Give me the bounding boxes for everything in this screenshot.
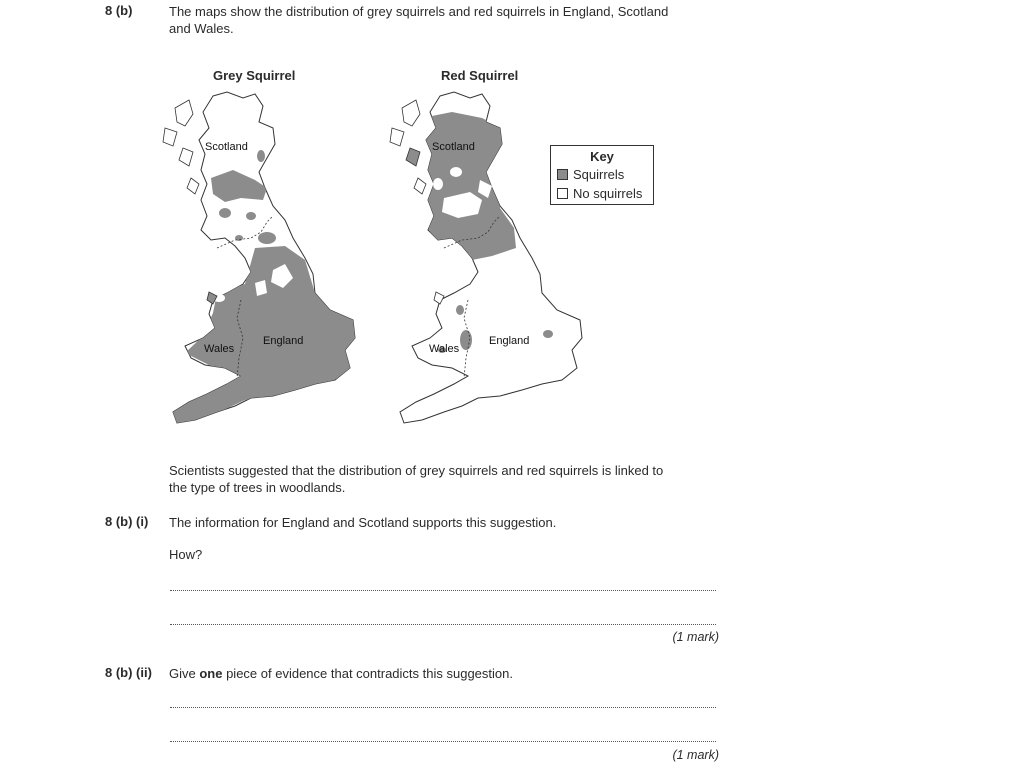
key-row-squirrels <box>557 167 624 182</box>
key-title: Key <box>590 149 614 164</box>
intro-line-2: and Wales. <box>169 21 234 36</box>
question-8bi-text: The information for England and Scotland supports this suggestion. <box>169 515 557 530</box>
key-label-squirrels: Squirrels <box>573 167 625 182</box>
red-squirrel-title: Red Squirrel <box>441 68 519 83</box>
question-8bii-text <box>169 665 719 682</box>
answer-line-8bi-1[interactable] <box>170 590 716 591</box>
scientists-line-2: the type of trees in woodlands. <box>169 480 346 495</box>
question-8bii-text-after: piece of evidence that contradicts this suggestion. <box>222 666 513 681</box>
mark-8bi: (1 mark) <box>672 630 719 644</box>
grey-map-label-scotland: Scotland <box>205 141 248 153</box>
answer-line-8bii-1[interactable] <box>170 707 716 708</box>
question-8bii-text-before: Give <box>169 666 200 681</box>
red-map-label-england: England <box>489 335 530 347</box>
key-row-no-squirrels <box>557 186 642 201</box>
no-squirrels-swatch <box>557 188 568 199</box>
scientists-line-1: Scientists suggested that the distribution of grey squirrels and red squirrels is linked to <box>169 463 664 478</box>
red-map-label-scotland: Scotland <box>432 141 475 153</box>
squirrels-swatch <box>557 169 568 180</box>
key-label-no-squirrels: No squirrels <box>573 186 643 201</box>
red-squirrel-map <box>382 88 592 428</box>
red-map-label-wales: Wales <box>429 343 460 355</box>
answer-line-8bii-2[interactable] <box>170 741 716 742</box>
answer-line-8bi-2[interactable] <box>170 624 716 625</box>
mark-8bii: (1 mark) <box>672 748 719 762</box>
grey-squirrel-title: Grey Squirrel <box>213 68 296 83</box>
grey-map-label-wales: Wales <box>204 343 235 355</box>
question-8bi-how: How? <box>169 547 203 562</box>
question-number-8bii: 8 (b) (ii) <box>105 665 152 680</box>
grey-squirrel-map <box>155 88 365 428</box>
question-number-8bi: 8 (b) (i) <box>105 514 149 529</box>
question-intro <box>169 3 719 37</box>
intro-line-1: The maps show the distribution of grey squirrels and red squirrels in England, Scotland <box>169 4 669 19</box>
scientists-paragraph <box>169 462 719 496</box>
grey-map-label-england: England <box>263 335 304 347</box>
map-key <box>550 145 654 205</box>
question-8bii-text-bold: one <box>199 666 223 681</box>
question-number-8b: 8 (b) <box>105 3 133 18</box>
